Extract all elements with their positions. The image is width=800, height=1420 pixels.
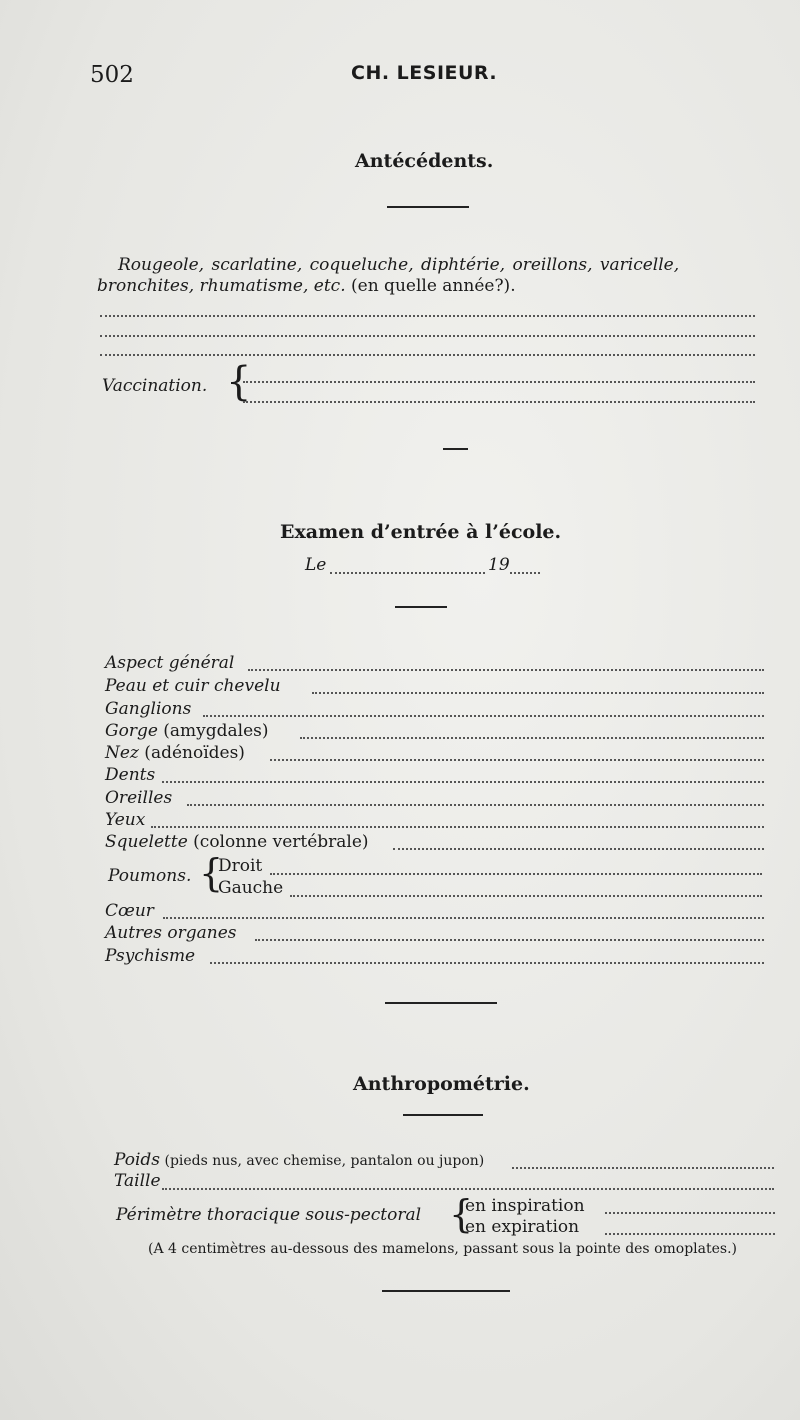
exam-field-label: Nez	[105, 743, 139, 763]
date-prefix: Le	[305, 555, 327, 575]
exam-field-sub: (amygdales)	[157, 721, 269, 741]
en-inspiration: en inspiration	[465, 1196, 585, 1216]
dotted-line	[270, 873, 762, 875]
poids-note: (pieds nus, avec chemise, pantalon ou jupon)	[160, 1153, 485, 1169]
exam-field-label: Ganglions	[105, 699, 192, 719]
diseases-line-1: Rougeole, scarlatine, coqueluche, diphtérie, oreillons, varicelle,	[118, 255, 680, 275]
divider	[403, 1114, 483, 1116]
diseases-line-2-plain: (en quelle année?).	[345, 276, 516, 296]
exam-field-label: Yeux	[105, 810, 146, 830]
exam-field-row	[105, 721, 269, 743]
dotted-line	[100, 335, 755, 337]
dotted-line	[187, 804, 764, 806]
date-dotted-line	[330, 572, 485, 574]
dotted-line	[270, 759, 764, 761]
date-line	[305, 555, 326, 575]
divider	[395, 606, 447, 608]
exam-field-row	[105, 901, 154, 923]
dotted-line	[243, 381, 755, 383]
divider	[385, 1002, 497, 1004]
exam-field-label: Cœur	[105, 901, 154, 921]
diseases-line-2-italic: bronchites, rhumatisme, etc.	[97, 276, 346, 296]
dotted-line	[255, 939, 764, 941]
running-title: CH. LESIEUR.	[351, 62, 498, 84]
dotted-line	[210, 962, 764, 964]
exam-field-row	[105, 923, 236, 945]
dotted-line	[290, 895, 762, 897]
exam-field-label: Aspect général	[105, 653, 235, 673]
page-number: 502	[90, 62, 134, 88]
date-year: 19	[488, 555, 510, 575]
divider	[443, 448, 468, 450]
poids-label: Poids	[114, 1150, 161, 1170]
divider	[387, 206, 469, 208]
brace: {	[226, 359, 252, 405]
taille-label: Taille	[114, 1171, 161, 1191]
exam-field-row	[105, 653, 234, 675]
exam-field-sub: (adénoïdes)	[138, 743, 245, 763]
brace: {	[199, 851, 224, 895]
dotted-line	[243, 401, 755, 403]
dotted-line	[162, 1188, 774, 1190]
poids-row	[114, 1150, 484, 1170]
divider	[382, 1290, 510, 1292]
exam-field-row	[105, 946, 195, 968]
exam-field-row	[105, 810, 145, 832]
exam-field-row	[105, 743, 245, 765]
exam-field-label: Autres organes	[105, 923, 237, 943]
exam-field-row	[105, 788, 172, 810]
exam-field-label: Gorge	[105, 721, 158, 741]
exam-field-row	[105, 832, 369, 854]
exam-field-label: Oreilles	[105, 788, 173, 808]
dotted-line	[512, 1167, 774, 1169]
dotted-line	[605, 1212, 775, 1214]
dotted-line	[100, 315, 755, 317]
dotted-line	[100, 354, 755, 356]
dotted-line	[248, 669, 764, 671]
poumons-label: Poumons.	[108, 866, 192, 886]
vaccination-label: Vaccination.	[102, 376, 208, 396]
exam-field-sub: (colonne vertébrale)	[187, 832, 369, 852]
brace: {	[449, 1192, 474, 1236]
perimetre-label: Périmètre thoracique sous-pectoral	[116, 1205, 422, 1225]
diseases-line-2	[97, 276, 516, 296]
exam-field-label: Psychisme	[105, 946, 196, 966]
exam-field-row	[105, 765, 155, 787]
dotted-line	[151, 826, 764, 828]
exam-field-label: Dents	[105, 765, 156, 785]
dotted-line	[605, 1233, 775, 1235]
exam-field-label: Squelette	[105, 832, 188, 852]
date-dotted-line	[510, 572, 540, 574]
dotted-line	[163, 917, 764, 919]
anthropometrie-heading: Anthropométrie.	[353, 1073, 530, 1095]
measurement-note: (A 4 centimètres au-dessous des mamelons, passant sous la pointe des omoplates.)	[148, 1241, 737, 1257]
exam-field-row	[105, 676, 281, 698]
exam-field-row	[105, 699, 191, 721]
antecedents-heading: Antécédents.	[355, 150, 494, 172]
poumons-droit: Droit	[218, 856, 263, 876]
en-expiration: en expiration	[465, 1217, 580, 1237]
exam-field-label: Peau et cuir chevelu	[105, 676, 281, 696]
poumons-gauche: Gauche	[218, 878, 284, 898]
dotted-line	[300, 737, 764, 739]
dotted-line	[162, 781, 764, 783]
dotted-line	[312, 692, 764, 694]
dotted-line	[393, 848, 764, 850]
dotted-line	[203, 715, 764, 717]
examen-heading: Examen d’entrée à l’école.	[280, 521, 562, 543]
